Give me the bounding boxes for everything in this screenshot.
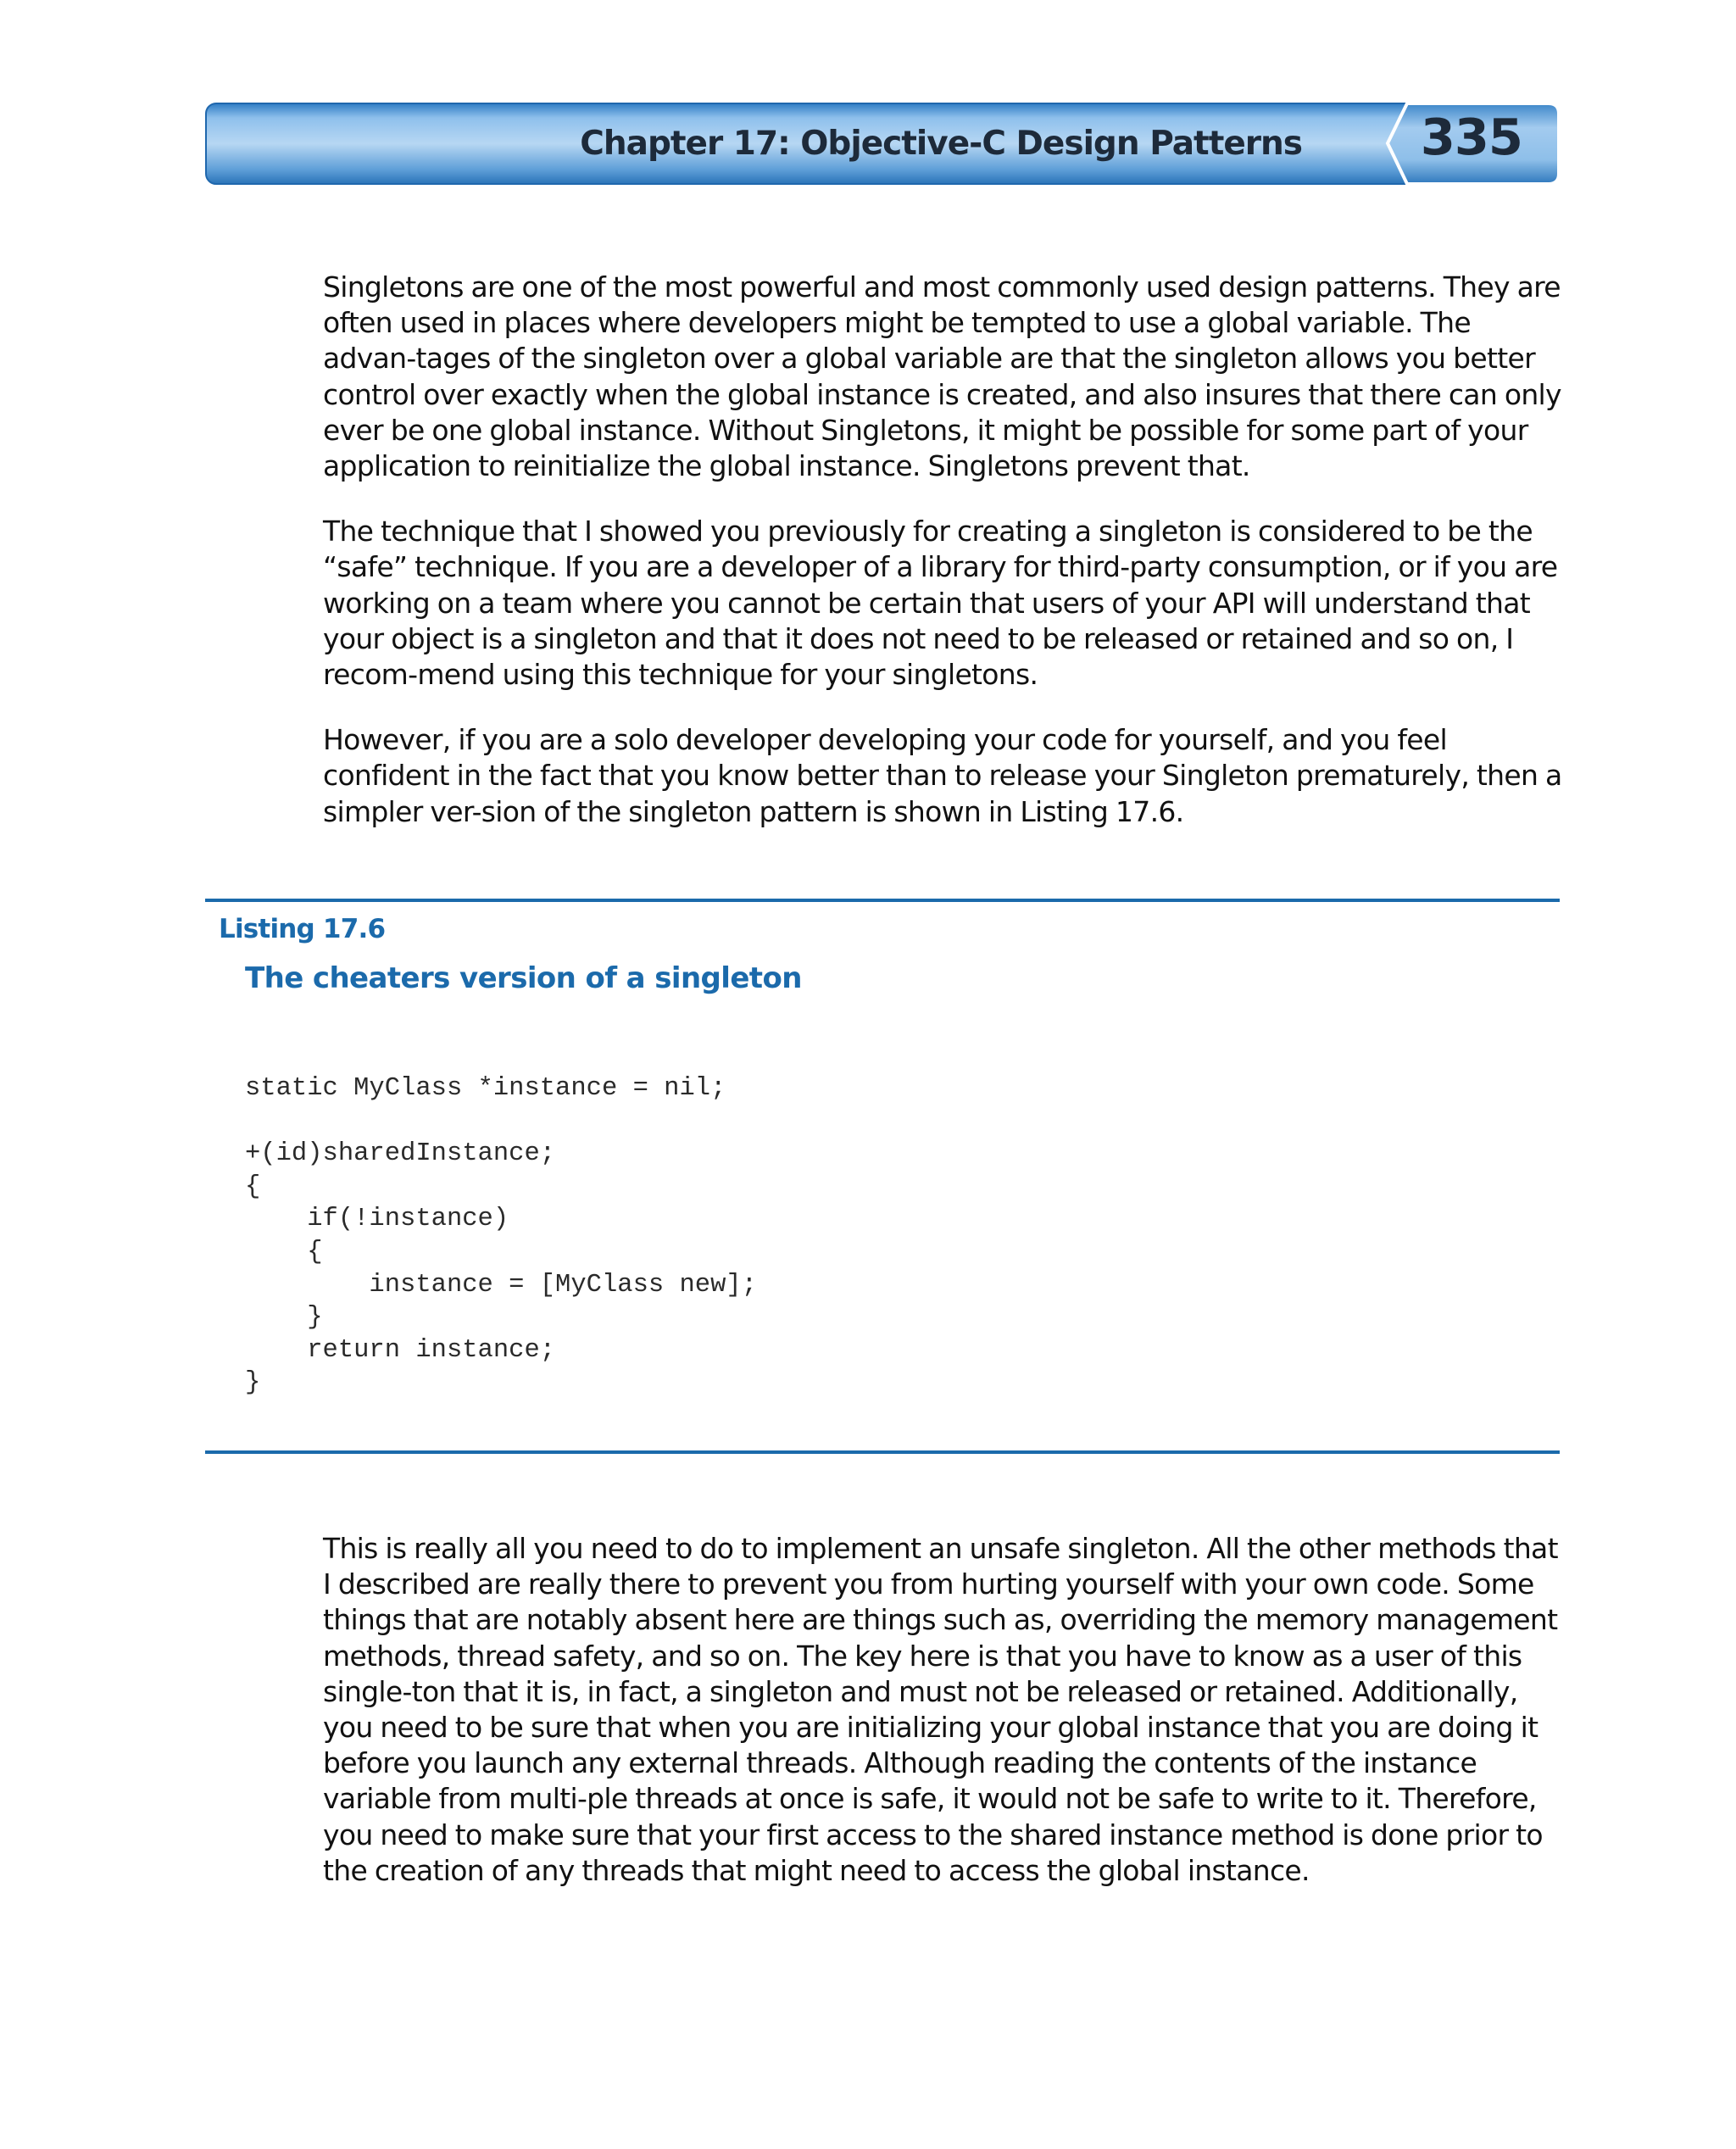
outro-text [323,1531,1566,1889]
chapter-title: Chapter 17: Objective-C Design Patterns [580,125,1302,163]
code-line: { [245,1172,261,1201]
code-line: } [245,1368,261,1398]
running-header [205,103,1560,185]
code-line: } [245,1303,323,1333]
listing-title: The cheaters version of a singleton [245,961,802,995]
intro-text [323,270,1566,830]
paragraph: This is really all you need to do to implement an unsafe singleton. All the other methods that I described are really there to prevent you from hurting yourself with your own code. Some things that are notably absent here are things such as, overriding the memory management methods, thread safety, and so on. The key here is that you have to know as a user of this single-ton that it is, in fact, a singleton and must not be released or retained. Additionally, you need to be sure that when you are initializing your global instance that you are doing it before you launch any external threads. Although reading the contents of the instance variable from multi-ple threads at once is safe, it would not be safe to write to it. Therefore, you need to make sure that your first access to the shared instance method is done prior to the creation of any threads that might need to access the global instance. [323,1532,1558,1887]
paragraph: The technique that I showed you previously for creating a singleton is considered to be the “safe” technique. If you are a developer of a library for third-party consumption, or if you are working on a team where you cannot be certain that users of your API will understand that your object is a singleton and that it does not need to be released or retained and so on, I recom-mend using this technique for your singletons. [323,515,1558,692]
code-line: +(id)sharedInstance; [245,1139,556,1169]
code-line: static MyClass *instance = nil; [245,1074,726,1103]
code-listing [245,1072,757,1400]
listing-top-rule [205,899,1560,902]
code-line: instance = [MyClass new]; [245,1270,757,1300]
listing-label: Listing 17.6 [219,914,386,944]
listing-bottom-rule [205,1450,1560,1454]
code-line: { [245,1237,323,1267]
page-number: 335 [1420,108,1522,166]
paragraph: Singletons are one of the most powerful and most commonly used design patterns. They are often used in places where developers might be tempted to use a global variable. The advan-tages of the singleton over a global variable are that the singleton allows you better control over exactly when the global instance is created, and also insures that there can only ever be one global instance. Without Singletons, it might be possible for some part of your application to reinitialize the global instance. Singletons prevent that. [323,270,1561,483]
code-line [245,1105,757,1139]
code-line: if(!instance) [245,1205,509,1234]
paragraph: However, if you are a solo developer developing your code for yourself, and you feel confident in the fact that you know better than to release your Singleton prematurely, then a simpler ver-sion of the singleton pattern is shown in Listing 17.6. [323,723,1562,828]
code-line: return instance; [245,1335,556,1365]
